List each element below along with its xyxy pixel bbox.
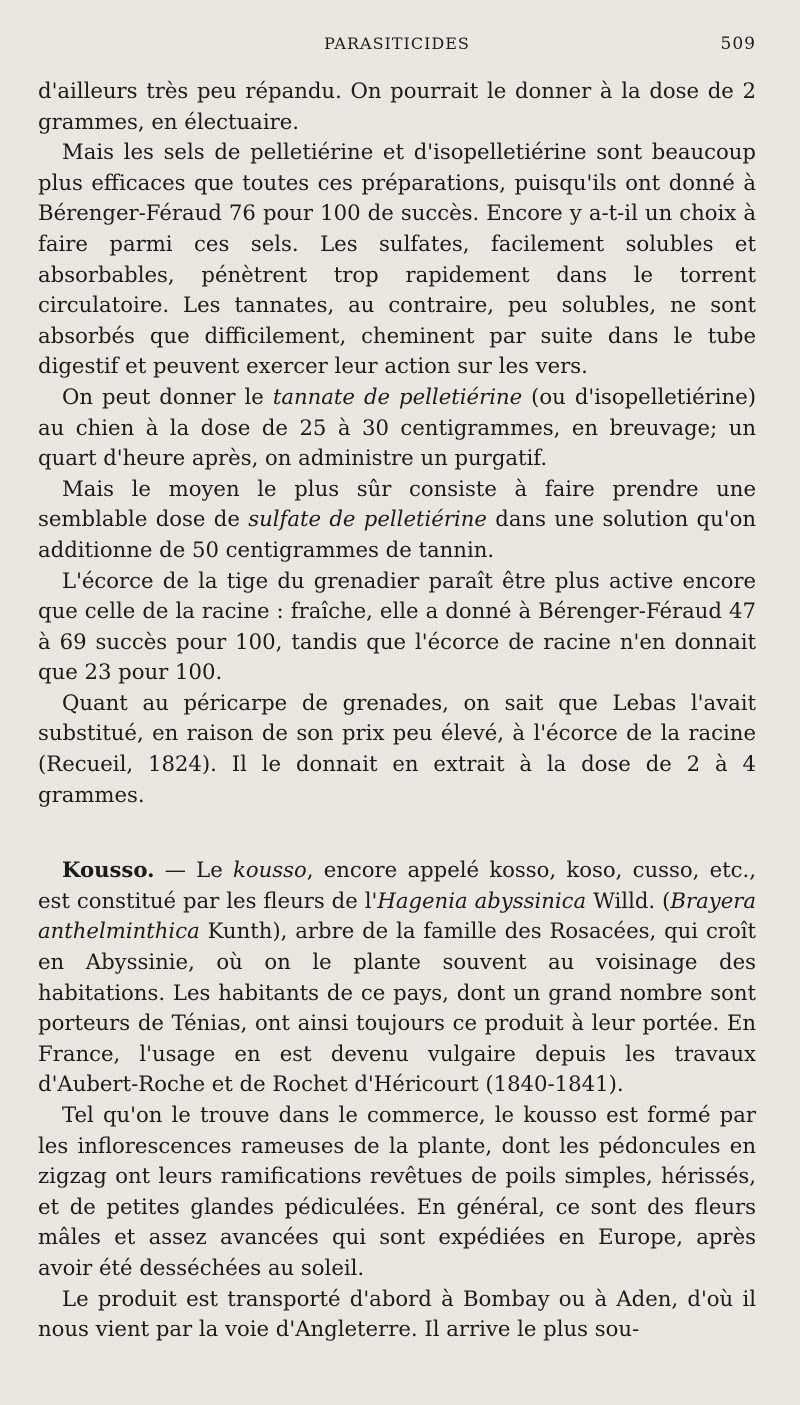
section-gap bbox=[38, 810, 756, 855]
paragraph-commerce: Tel qu'on le trouve dans le commerce, le kousso est formé par les inflorescences rameuses de la plante, dont les pédoncules en zigzag ont leurs ramifications revêtues de poils simples, hérissés, et de petites glandes pédiculées. En général, ce sont des fleurs mâles et assez avancées qui sont expédiées en Europe, après avoir été desséchées au soleil. bbox=[38, 1102, 756, 1280]
paragraph-bark: L'écorce de la tige du grenadier paraît être plus active encore que celle de la racine : fraîche, elle a donné à Bérenger-Féraud 47 à 69 succès pour 100, tandis que l'écorce de racine n'en donnait que 23 pour 100. bbox=[38, 567, 756, 685]
paragraph-pericarp: Quant au péricarpe de grenades, on sait que Lebas l'avait substitué, en raison de son prix peu élevé, à l'écorce de la racine (Recueil, 1824). Il le donnait en extrait à la dose de 2 à 4 grammes. bbox=[38, 689, 756, 807]
tannate-term: tannate de pelletiérine bbox=[272, 383, 523, 409]
running-title: PARASITICIDES bbox=[324, 34, 470, 53]
paragraph-sulfate: Mais le moyen le plus sûr consiste à faire prendre une semblable dose de sulfate de pelletiérine dans une solution qu'on additionne de 50 centigrammes de tannin. bbox=[38, 475, 756, 562]
paragraph-transport: Le produit est transporté d'abord à Bombay ou à Aden, d'où il nous vient par la voie d'Angleterre. Il arrive le plus sou- bbox=[38, 1285, 756, 1342]
section-heading-kousso: Kousso. bbox=[62, 857, 155, 883]
paragraph-tannate: On peut donner le tannate de pelletiérine (ou d'isopelletiérine) au chien à la dose de 25 à 30 centigrammes, en breuvage; un quart d'heure après, on administre un purgatif. bbox=[38, 383, 756, 471]
paragraph-continuation: d'ailleurs très peu répandu. On pourrait le donner à la dose de 2 grammes, en électuaire. bbox=[38, 78, 756, 134]
paragraph-kousso: Kousso. — Le kousso, encore appelé kosso, koso, cusso, etc., est constitué par les fleurs de l'Hagenia abyssinica Willd. (Brayera anthelminthica Kunth), arbre de la famille des Rosacées, qui croît en Abyssinie, où on le plante souvent au voisinage des habitations. Les habitants de ce pays, dont un grand nombre sont porteurs de Ténias, ont ainsi toujours ce produit à leur portée. En France, l'usage en est devenu vulgaire depuis les travaux d'Aubert-Roche et de Rochet d'Héricourt (1840-1841). bbox=[38, 857, 756, 1097]
sulfate-term: sulfate de pelletiérine bbox=[248, 506, 487, 532]
paragraph-pelletierine-salts: Mais les sels de pelletiérine et d'isopelletiérine sont beaucoup plus efficaces que toutes ces préparations, puisqu'ils ont donné à Bérenger-Féraud 76 pour 100 de succès. Encore y a-t-il un choix à faire parmi ces sels. Les sulfates, facilement solubles et absorbables, pénètrent trop rapidement dans le torrent circulatoire. Les tannates, au contraire, peu solubles, ne sont absorbés que difficilement, cheminent par suite dans le tube digestif et peuvent exercer leur action sur les vers. bbox=[38, 139, 756, 379]
body-text bbox=[38, 76, 756, 1345]
species-hagenia: Hagenia abyssinica bbox=[377, 887, 587, 913]
page-number: 509 bbox=[720, 34, 756, 54]
species-brayera: Brayera anthelminthica bbox=[38, 887, 756, 944]
kousso-term: kousso bbox=[233, 857, 307, 883]
running-header bbox=[38, 34, 756, 58]
